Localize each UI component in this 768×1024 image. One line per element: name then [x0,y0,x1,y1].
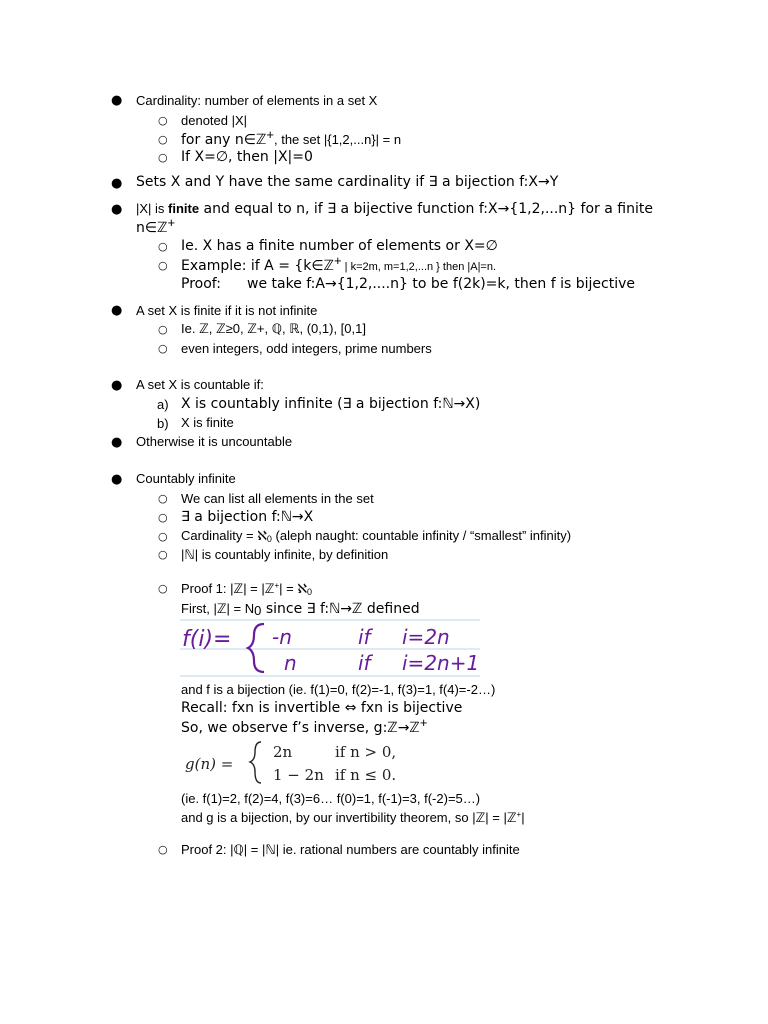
g-row2-cond: if n ≤ 0. [335,766,397,784]
bullet: ● [111,378,123,393]
bullet: ● [111,472,123,487]
bullet: ● [111,93,123,108]
infinite-heading: A set X is finite if it is not infinite [136,303,318,318]
sub-bullet: ○ [158,548,168,561]
sub-bullet: ○ [158,530,168,543]
sub-bullet: ○ [158,114,168,127]
empty-set-line: If X=∅, then |X|=0 [181,149,313,165]
infinite-sets-line: Ie. ℤ, ℤ≥0, ℤ+, ℚ, ℝ, (0,1), [0,1] [181,321,366,336]
g-lhs: g(n) = [185,755,234,773]
bullet: ● [111,202,123,217]
proof1-heading: Proof 1: |ℤ| = |ℤ+| = ℵ$_0$ [181,581,313,597]
sub-bullet: ○ [158,843,168,856]
proof2-line: Proof 2: |ℚ| = |ℕ| ie. rational numbers are countably infinite [181,842,520,857]
sub-bullet: ○ [158,342,168,355]
piecewise-g-formula [183,738,423,788]
sub-bullet: ○ [158,492,168,505]
sub-bullet: ○ [158,511,168,524]
proof1-first-line: First, |ℤ| = $N_0$ since ∃ f:ℕ→ℤ defined [181,601,420,618]
naturals-line: |ℕ| is countably infinite, by definition [181,547,389,562]
proof-text: we take f:A→{1,2,....n} to be f(2k)=k, then f is bijective [247,276,635,292]
handwritten-piecewise-f [180,618,480,678]
denoted-line: denoted |X| [181,113,248,128]
bullet: ● [111,176,123,191]
hw-row1-if: if [358,625,371,649]
g-row2-value: 1 − 2n [273,766,324,784]
proof-label: Proof: [181,276,221,292]
hw-row2-cond: i=2n+1 [402,651,480,675]
sub-bullet: ○ [158,133,168,146]
recall-line: Recall: fxn is invertible ⇔ fxn is bijective [181,700,463,716]
g-bijection-line: and g is a bijection, by our invertibility theorem, so |ℤ| = |ℤ+| [181,810,525,825]
forany-line: for any n∈ℤ+, the set |{1,2,...n}| = n [181,127,402,148]
f-bijection-line: and f is a bijection (ie. f(1)=0, f(2)=-1, f(3)=1, f(4)=-2…) [181,682,496,697]
hw-brace [248,624,264,672]
list-label-b: b) [157,416,169,431]
hw-row2-if: if [358,651,371,675]
even-odd-line: even integers, odd integers, prime numbers [181,341,432,356]
same-cardinality-line: Sets X and Y have the same cardinality if ∃ a bijection f:X→Y [136,174,559,190]
g-row1-cond: if n > 0, [335,743,397,761]
bijection-n-x-line: ∃ a bijection f:ℕ→X [181,509,314,525]
finite-definition-cont: n∈ℤ+ [136,215,176,236]
sub-bullet: ○ [158,151,168,164]
sub-bullet: ○ [158,323,168,336]
g-values-line: (ie. f(1)=2, f(2)=4, f(3)=6… f(0)=1, f(-1)=3, f(-2)=5…) [181,791,481,806]
observe-line: So, we observe f’s inverse, g:ℤ→ℤ+ [181,715,428,736]
finite-ie-line: Ie. X has a finite number of elements or X=∅ [181,238,498,254]
bullet: ● [111,303,123,318]
finite-definition: |X| is finite and equal to n, if ∃ a bijective function f:X→{1,2,...n} for a finite [136,201,653,217]
countably-infinite-heading: Countably infinite [136,471,236,486]
sub-bullet: ○ [158,259,168,272]
list-elements-line: We can list all elements in the set [181,491,374,506]
countable-heading: A set X is countable if: [136,377,264,392]
bullet: ● [111,435,123,450]
hw-row2-value: n [284,651,297,675]
example-line: Example: if A = {k∈ℤ+ | k=2m, m=1,2,...n } then |A|=n. [181,253,497,274]
is-finite-line: X is finite [181,415,234,430]
hw-row1-cond: i=2n [402,625,450,649]
g-brace [250,742,261,783]
hw-f-of-i: f(i)= [182,627,232,652]
sub-bullet: ○ [158,240,168,253]
countably-infinite-line: X is countably infinite (∃ a bijection f:ℕ→X) [181,396,481,412]
list-label-a: a) [157,397,169,412]
aleph-line: Cardinality = ℵ$_0$ (aleph naught: countable infinity / “smallest” infinity) [181,528,572,544]
g-row1-value: 2n [273,743,293,761]
sub-bullet: ○ [158,582,168,595]
hw-row1-value: -n [272,625,292,649]
cardinality-heading: Cardinality: number of elements in a set X [136,93,378,108]
uncountable-line: Otherwise it is uncountable [136,434,293,449]
